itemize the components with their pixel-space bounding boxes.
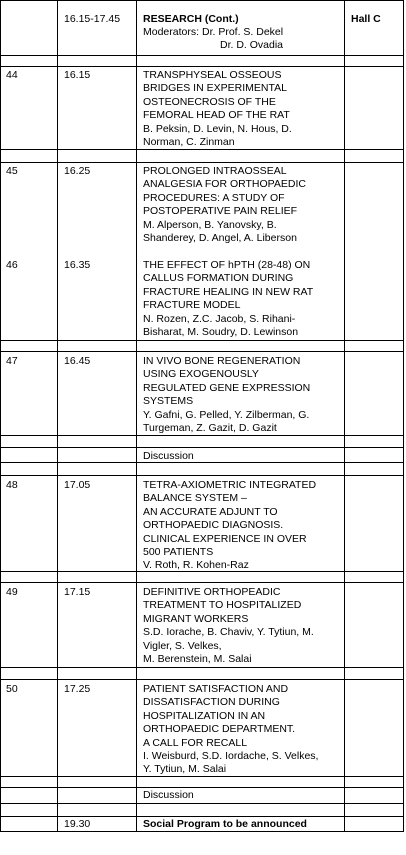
entry-time: 16.35: [64, 259, 91, 271]
hall-label: Hall C: [351, 13, 381, 25]
row-divider: [0, 55, 404, 56]
entry-number: 49: [6, 586, 18, 598]
column-divider: [0, 0, 1, 832]
entry-number: 48: [6, 479, 18, 491]
moderator-name: Dr. D. Ovadia: [220, 39, 284, 51]
discussion-label: Discussion: [143, 450, 194, 462]
entry-text: PATIENT SATISFACTION AND DISSATISFACTION DURING HOSPITALIZATION IN AN ORTHOPAEDIC DEPARTMENT. A CALL FOR RECALL I. Weisburd, S.D. Iordache, S. Velkes, Y. Tytiun, M. Salai: [143, 683, 319, 776]
session-title: RESEARCH (Cont.): [143, 13, 239, 25]
entry-time: 17.15: [64, 586, 91, 598]
row-divider: [0, 816, 404, 817]
entry-time: 17.25: [64, 683, 91, 695]
entry-text: PROLONGED INTRAOSSEAL ANALGESIA FOR ORTHOPAEDIC PROCEDURES: A STUDY OF POSTOPERATIVE PAIN RELIEF M. Alperson, B. Yanovsky, B. Shanderey, D. Angel, A. Liberson: [143, 165, 306, 245]
entry-text: TETRA-AXIOMETRIC INTEGRATED BALANCE SYSTEM – AN ACCURATE ADJUNT TO ORTHOPAEDIC DIAGNOSIS. CLINICAL EXPERIENCE IN OVER 500 PATIENTS V. Roth, R. Kohen-Raz: [143, 479, 317, 572]
entry-time: 16.15: [64, 69, 91, 81]
row-divider: [0, 351, 404, 352]
row-divider: [0, 803, 404, 804]
column-divider: [344, 0, 345, 832]
social-program-time: 19.30: [64, 818, 91, 830]
entry-text: THE EFFECT OF hPTH (28-48) ON CALLUS FORMATION DURING FRACTURE HEALING IN NEW RAT FRACTURE MODEL N. Rozen, Z.C. Jacob, S. Rihani- Bisharat, M. Soudry, D. Lewinson: [143, 259, 314, 339]
social-program-text: Social Program to be announced: [143, 818, 307, 830]
entry-time: 16.25: [64, 165, 91, 177]
entry-text: IN VIVO BONE REGENERATION USING EXOGENOUSLY REGULATED GENE EXPRESSION SYSTEMS Y. Gafni, G. Pelled, Y. Zilberman, G. Turgeman, Z. Gazit, D. Gazit: [143, 355, 311, 435]
row-divider: [0, 447, 404, 448]
column-divider: [403, 0, 404, 832]
row-divider: [0, 162, 404, 163]
moderator-name: Dr. Prof. S. Dekel: [202, 26, 284, 38]
moderators-label: Moderators:: [143, 26, 200, 38]
session-time: 16.15-17.45: [64, 13, 121, 25]
row-divider: [0, 0, 404, 1]
discussion-label: Discussion: [143, 789, 194, 801]
entry-number: 50: [6, 683, 18, 695]
row-divider: [0, 66, 404, 67]
row-divider: [0, 340, 404, 341]
entry-time: 16.45: [64, 355, 91, 367]
row-divider: [0, 475, 404, 476]
entry-number: 45: [6, 165, 18, 177]
row-divider: [0, 667, 404, 668]
entry-text: TRANSPHYSEAL OSSEOUS BRIDGES IN EXPERIMENTAL OSTEONECROSIS OF THE FEMORAL HEAD OF THE RAT B. Peksin, D. Levin, N. Hous, D. Norman, C. Zinman: [143, 69, 292, 149]
column-divider: [136, 0, 137, 832]
entry-number: 47: [6, 355, 18, 367]
entry-number: 44: [6, 69, 18, 81]
entry-number: 46: [6, 259, 18, 271]
row-divider: [0, 582, 404, 583]
row-divider: [0, 679, 404, 680]
row-divider: [0, 787, 404, 788]
column-divider: [57, 0, 58, 832]
entry-text: DEFINITIVE ORTHOPEADIC TREATMENT TO HOSPITALIZED MIGRANT WORKERS S.D. Iorache, B. Chaviv, Y. Tytiun, M. Vigler, S. Velkes, M. Berenstein, M. Salai: [143, 586, 314, 666]
entry-time: 17.05: [64, 479, 91, 491]
